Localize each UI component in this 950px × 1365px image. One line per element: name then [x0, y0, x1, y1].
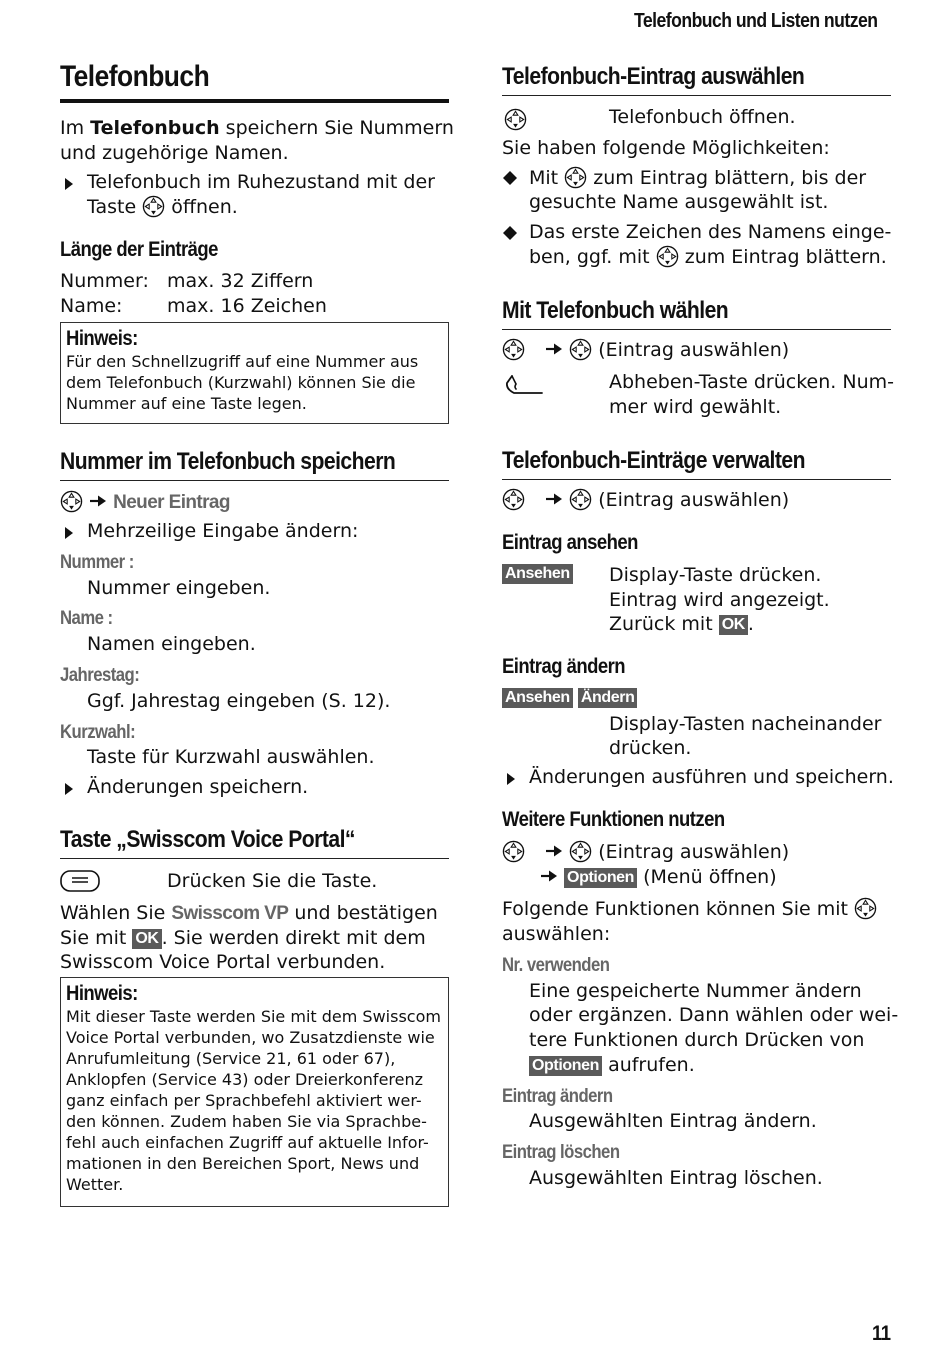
eintrag-aendern-desc: Ausgewählten Eintrag ändern.: [529, 1110, 817, 1132]
navigation-key-icon: [564, 166, 587, 189]
speichern-rule: [60, 480, 449, 481]
waehlen-line: Wählen Sie Swisscom VP und bestätigen: [60, 902, 438, 924]
option-2-line-2: ben, ggf. mit zum Eintrag blättern.: [529, 246, 887, 268]
navigation-key-icon: [569, 840, 592, 863]
tb-oeffnen: Telefonbuch öffnen.: [609, 106, 796, 128]
swisscom-heading: Taste „Swisscom Voice Portal“: [60, 826, 355, 853]
speichern-heading: Nummer im Telefonbuch speichern: [60, 448, 396, 475]
abheben-line-1: Abheben-Taste drücken. Num-: [609, 371, 894, 393]
hinweis-box-2: [60, 977, 449, 1207]
optionen-softkey: Optionen: [564, 868, 637, 888]
weitere-heading: Weitere Funktionen nutzen: [502, 808, 725, 831]
aendern-heading: Eintrag ändern: [502, 655, 626, 678]
verwalten-rule: [502, 479, 891, 480]
field-kurzwahl-desc: Taste für Kurzwahl auswählen.: [87, 746, 375, 768]
nr-desc-l3: tere Funktionen durch Drücken von: [529, 1029, 865, 1051]
triangle-bullet-icon: [64, 782, 74, 796]
intro-line-1: Im Telefonbuch speichern Sie Nummern: [60, 117, 454, 139]
navigation-key-icon: [569, 338, 592, 361]
laenge-heading: Länge der Einträge: [60, 238, 218, 261]
diamond-bullet-icon: [503, 226, 517, 240]
auswaehlen-heading: Telefonbuch-Eintrag auswählen: [502, 63, 805, 90]
right-arrow-icon: [540, 869, 558, 883]
ok-softkey: OK: [719, 615, 748, 635]
right-arrow-icon: [545, 844, 563, 858]
eintrag-loeschen-desc: Ausgewählten Eintrag löschen.: [529, 1167, 823, 1189]
aendern-l1: Display-Tasten nacheinander: [609, 713, 882, 735]
waehlen-heading: Mit Telefonbuch wählen: [502, 297, 729, 324]
page-number: 11: [872, 1322, 891, 1345]
navigation-key-icon: [656, 245, 679, 268]
navigation-key-icon: [60, 490, 83, 513]
navigation-key-icon: [569, 488, 592, 511]
ansehen-l2: Eintrag wird angezeigt.: [609, 589, 830, 611]
message-key-icon: [60, 870, 100, 892]
option-1-line-2: gesuchte Name ausgewählt ist.: [529, 191, 829, 213]
eintrag-loeschen-label: Eintrag löschen: [502, 1142, 620, 1163]
optionen-softkey: Optionen: [529, 1056, 602, 1076]
ansehen-softkey: Ansehen: [502, 564, 573, 584]
nummer-label: Nummer:: [60, 270, 149, 292]
right-arrow-icon: [545, 342, 563, 356]
folgende-line-2: auswählen:: [502, 923, 611, 945]
running-title: Telefonbuch und Listen nutzen: [634, 10, 878, 32]
triangle-bullet-icon: [64, 177, 74, 191]
field-jahrestag-label: Jahrestag:: [60, 665, 140, 686]
portal-line: Swisscom Voice Portal verbunden.: [60, 951, 386, 973]
ansehen-l1: Display-Taste drücken.: [609, 564, 822, 586]
moeglichkeiten: Sie haben folgende Möglichkeiten:: [502, 137, 830, 159]
triangle-bullet-icon: [64, 526, 74, 540]
ausfuehren-text: Änderungen ausführen und speichern.: [529, 766, 894, 788]
navigation-key-icon: [504, 108, 527, 131]
field-nummer-desc: Nummer eingeben.: [87, 577, 271, 599]
handset-icon: [504, 373, 544, 397]
neuer-eintrag-path: [60, 490, 230, 515]
right-arrow-icon: [545, 492, 563, 506]
aenderungen-speichern: Änderungen speichern.: [87, 776, 309, 798]
navigation-key-icon: [502, 840, 525, 863]
auswaehlen-rule: [502, 95, 891, 96]
field-name-label: Name :: [60, 608, 113, 629]
name-label: Name:: [60, 295, 123, 317]
aendern-l2: drücken.: [609, 737, 692, 759]
hinweis-text: Für den Schnellzugriff auf eine Nummer aus dem Telefonbuch (Kurzwahl) können Sie die Nummer auf eine Taste legen.: [66, 352, 419, 413]
navigation-key-icon: [502, 488, 525, 511]
nr-desc-l4: Optionen aufrufen.: [529, 1053, 695, 1078]
waehlen-rule: [502, 329, 891, 330]
swisscom-rule: [60, 858, 449, 859]
page-title: Telefonbuch: [60, 60, 210, 93]
hinweis-title: Hinweis:: [66, 982, 138, 1005]
field-name-desc: Namen eingeben.: [87, 633, 256, 655]
right-arrow-icon: [89, 494, 107, 508]
intro-line-2: und zugehörige Namen.: [60, 142, 289, 164]
navigation-key-icon: [502, 338, 525, 361]
neuer-eintrag-menu-item: Neuer Eintrag: [113, 492, 230, 513]
folgende-line-1: Folgende Funktionen können Sie mit: [502, 897, 877, 922]
weitere-path-1: (Eintrag auswählen): [502, 840, 789, 865]
triangle-bullet-icon: [506, 772, 516, 786]
hinweis-text: Mit dieser Taste werden Sie mit dem Swisscom Voice Portal verbunden, wo Zusatzdienste wie Anrufumleitung (Service 21, 61 oder 67), Anklopfen (Service 43) oder Dreierkonferenz ganz einfach per Sprachbefehl aktiviert wer- den können. Zudem haben Sie via Sprachbe- fehl auch einfachen Zugriff auf aktuelle Infor- mationen in den Bereichen Sport, News und Wetter.: [66, 1007, 441, 1194]
nr-desc-l2: oder ergänzen. Dann wählen oder wei-: [529, 1004, 899, 1026]
title-rule: [60, 99, 449, 103]
navigation-key-icon: [142, 195, 165, 218]
ansehen-heading: Eintrag ansehen: [502, 531, 638, 554]
mehrzeilig-text: Mehrzeilige Eingabe ändern:: [87, 520, 359, 542]
zurueck-line: Zurück mit OK .: [609, 613, 754, 635]
abheben-line-2: mer wird gewählt.: [609, 396, 782, 418]
sie-mit-line: Sie mit OK . Sie werden direkt mit dem: [60, 927, 426, 949]
nummer-value: max. 32 Ziffern: [167, 270, 314, 292]
open-instruction-1: Telefonbuch im Ruhezustand mit der: [87, 171, 435, 193]
field-jahrestag-desc: Ggf. Jahrestag eingeben (S. 12).: [87, 690, 391, 712]
verwalten-heading: Telefonbuch-Einträge verwalten: [502, 447, 805, 474]
eintrag-aendern-label: Eintrag ändern: [502, 1086, 613, 1107]
field-kurzwahl-label: Kurzwahl:: [60, 722, 136, 743]
nr-desc-l1: Eine gespeicherte Nummer ändern: [529, 980, 862, 1002]
hinweis-title: Hinweis:: [66, 327, 138, 350]
hinweis-box-1: [60, 322, 449, 424]
field-nummer-label: Nummer :: [60, 552, 134, 573]
druecken-text: Drücken Sie die Taste.: [167, 870, 378, 892]
navigation-key-icon: [854, 897, 877, 920]
open-instruction-2: Taste öffnen.: [87, 196, 238, 218]
diamond-bullet-icon: [503, 171, 517, 185]
aendern-softkeys: Ansehen Ändern: [502, 688, 637, 708]
weitere-path-2: Optionen (Menü öffnen): [540, 865, 777, 890]
verwalten-path: (Eintrag auswählen): [502, 488, 789, 513]
name-value: max. 16 Zeichen: [167, 295, 327, 317]
option-2-line-1: Das erste Zeichen des Namens einge-: [529, 221, 892, 243]
option-1-line-1: Mit zum Eintrag blättern, bis der: [529, 167, 867, 189]
ok-softkey: OK: [132, 929, 161, 949]
nr-verwenden-label: Nr. verwenden: [502, 955, 610, 976]
waehlen-path: (Eintrag auswählen): [502, 338, 789, 363]
